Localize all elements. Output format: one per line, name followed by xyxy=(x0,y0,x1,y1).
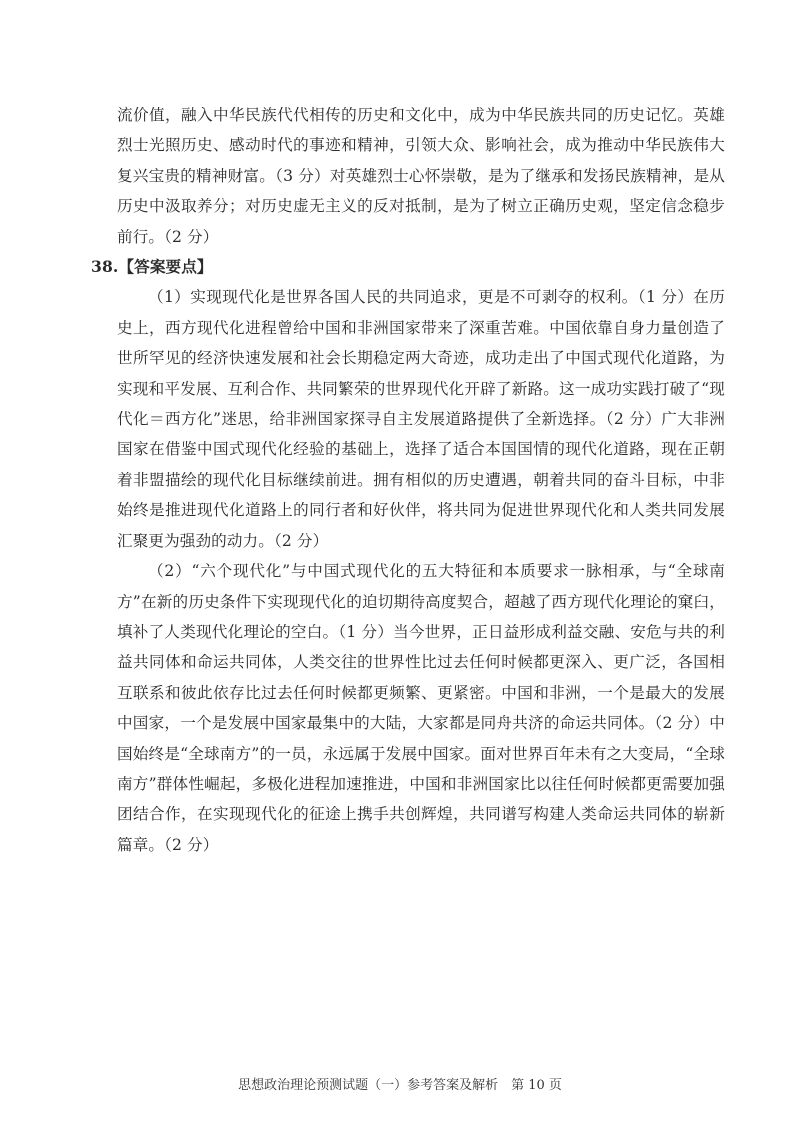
answer-body xyxy=(91,100,725,860)
continuation-paragraph: 流价值，融入中华民族代代相传的历史和文化中，成为中华民族共同的历史记忆。英雄烈士光照历史、感动时代的事迹和精神，引领大众、影响社会，成为推动中华民族伟大复兴宝贵的精神财富。（3 分）对英雄烈士心怀崇敬，是为了继承和发扬民族精神，是从历史中汲取养分；对历史虚无主义的反对抵制，是为了树立正确历史观，坚定信念稳步前行。（2 分） xyxy=(117,106,725,246)
page-footer: 思想政治理论预测试题（一）参考答案及解析 第 10 页 xyxy=(238,1078,562,1093)
question-38-header: 38.【答案要点】 xyxy=(91,257,213,277)
question-38-point-2: （2）“六个现代化”与中国式现代化的五大特征和本质要求一脉相承，与“全球南方”在新的历史条件下实现现代化的迫切期待高度契合，超越了西方现代化理论的窠臼，填补了人类现代化理论的空白。（1 分）当今世界，正日益形成利益交融、安危与共的利益共同体和命运共同体，人类交往的世界性比过去任何时候都更深入、更广泛，各国相互联系和彼此依存比过去任何时候都更频繁、更紧密。中国和非洲，一个是最大的发展中国家，一个是发展中国家最集中的大陆，大家都是同舟共济的命运共同体。（2 分）中国始终是“全球南方”的一员，永远属于发展中国家。面对世界百年未有之大变局，“全球南方”群体性崛起，多极化进程加速推进，中国和非洲国家比以往任何时候都更需要加强团结合作，在实现现代化的征途上携手共创辉煌，共同谱写构建人类命运共同体的崭新篇章。（2 分） xyxy=(117,562,725,854)
question-38-point-1: （1）实现现代化是世界各国人民的共同追求，更是不可剥夺的权利。（1 分）在历史上，西方现代化进程曾给中国和非洲国家带来了深重苦难。中国依靠自身力量创造了世所罕见的经济快速发展和社会长期稳定两大奇迹，成功走出了中国式现代化道路，为实现和平发展、互利合作、共同繁荣的世界现代化开辟了新路。这一成功实践打破了“现代化＝西方化”迷思，给非洲国家探寻自主发展道路提供了全新选择。（2 分）广大非洲国家在借鉴中国式现代化经验的基础上，选择了适合本国国情的现代化道路，现在正朝着非盟描绘的现代化目标继续前进。拥有相似的历史遭遇，朝着共同的奋斗目标，中非始终是推进现代化道路上的同行者和好伙伴，将共同为促进世界现代化和人类共同发展汇聚更为强劲的动力。（2 分） xyxy=(117,288,725,550)
